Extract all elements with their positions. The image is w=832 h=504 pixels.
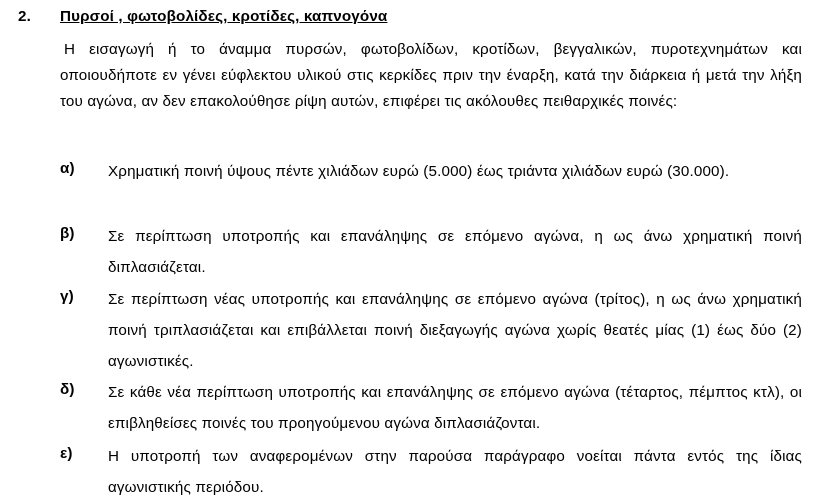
item-marker: α) xyxy=(60,160,75,177)
penalty-item-b xyxy=(60,221,802,283)
item-text: Η υποτροπή των αναφερομένων στην παρούσα παράγραφο νοείται πάντα εντός της ίδιας αγωνιστικής περιόδου. xyxy=(108,448,802,496)
section-title: Πυρσοί , φωτοβολίδες, κροτίδες, καπνογόνα xyxy=(60,8,388,25)
intro-paragraph: Η εισαγωγή ή το άναμμα πυρσών, φωτοβολίδων, κροτίδων, βεγγαλικών, πυροτεχνημάτων και οποιουδήποτε εν γένει εύφλεκτου υλικού στις κερκίδες πριν την έναρξη, κατά την διάρκεια ή μετά την λήξη του αγώνα, αν δεν επακολούθησε ρίψη αυτών, επιφέρει τις ακόλουθες πειθαρχικές ποινές: xyxy=(60,41,802,111)
section-number: 2. xyxy=(18,8,31,25)
item-text: Σε κάθε νέα περίπτωση υποτροπής και επανάληψης σε επόμενο αγώνα (τέταρτος, πέμπτος κτλ), οι επιβληθείσες ποινές του προηγούμενου αγώνα διπλασιάζονται. xyxy=(108,384,802,432)
item-text: Χρηματική ποινή ύψους πέντε χιλιάδων ευρώ (5.000) έως τριάντα χιλιάδων ευρώ (30.000). xyxy=(108,163,730,180)
penalty-item-a xyxy=(60,156,802,187)
penalty-item-e xyxy=(60,441,802,503)
item-marker: δ) xyxy=(60,381,75,398)
item-text: Σε περίπτωση υποτροπής και επανάληψης σε επόμενο αγώνα, η ως άνω χρηματική ποινή διπλασιάζεται. xyxy=(108,228,802,276)
item-marker: β) xyxy=(60,225,75,242)
item-marker: γ) xyxy=(60,288,74,305)
penalty-item-c xyxy=(60,284,802,377)
item-text: Σε περίπτωση νέας υποτροπής και επανάληψης σε επόμενο αγώνα (τρίτος), η ως άνω χρηματική ποινή τριπλασιάζεται και επιβάλλεται ποινή διεξαγωγής αγώνα χωρίς θεατές μίας (1) έως δύο (2) αγωνιστικές. xyxy=(108,291,802,370)
item-marker: ε) xyxy=(60,445,73,462)
penalty-item-d xyxy=(60,377,802,439)
